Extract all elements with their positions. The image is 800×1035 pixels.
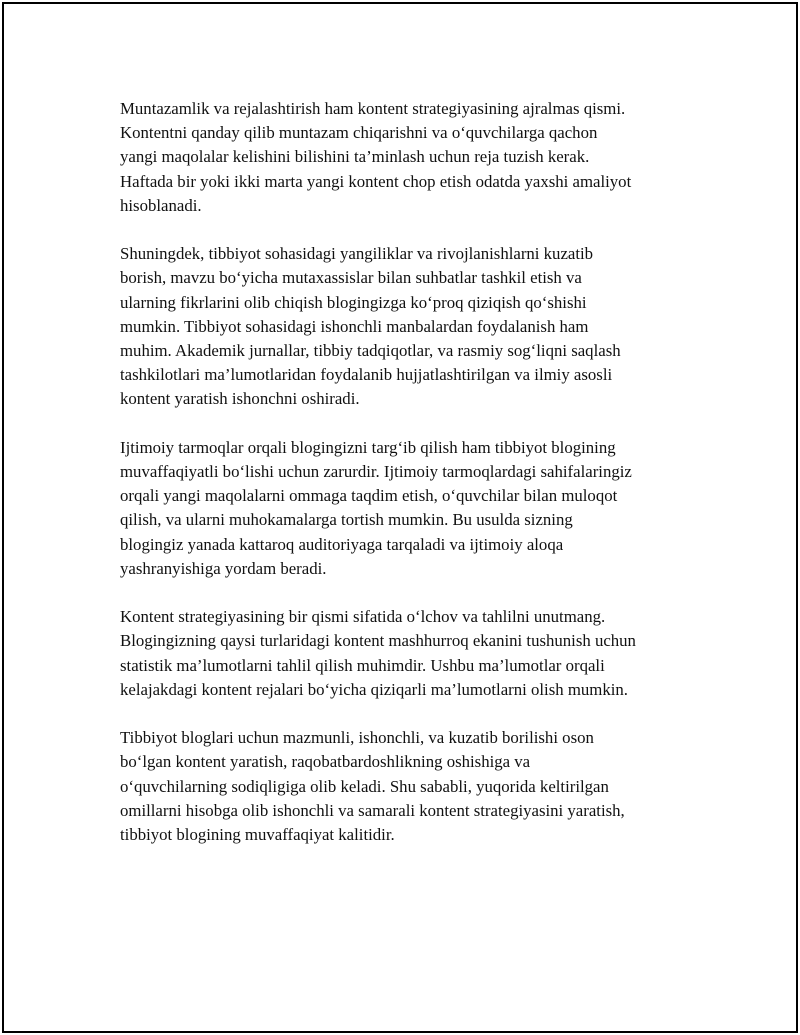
page-frame: [2, 2, 798, 1033]
text-line: omillarni hisobga olib ishonchli va samarali kontent strategiyasini yaratish,: [120, 800, 625, 820]
text-line: blogingiz yanada kattaroq auditoriyaga tarqaladi va ijtimoiy aloqa: [120, 534, 564, 554]
text-line: hisoblanadi.: [120, 195, 202, 215]
paragraph: [120, 242, 690, 411]
text-line: qilish, va ularni muhokamalarga tortish mumkin. Bu usulda sizning: [120, 510, 573, 530]
text-line: Ijtimoiy tarmoqlar orqali blogingizni targʻib qilish ham tibbiyot blogining: [120, 437, 616, 457]
text-line: oʻquvchilarning sodiqligiga olib keladi. Shu sababli, yuqorida keltirilgan: [120, 776, 609, 796]
text-line: yangi maqolalar kelishini bilishini ta’minlash uchun reja tuzish kerak.: [120, 147, 590, 167]
text-line: yashranyishiga yordam beradi.: [120, 558, 327, 578]
paragraph: [120, 605, 690, 702]
text-line: Haftada bir yoki ikki marta yangi kontent chop etish odatda yaxshi amaliyot: [120, 171, 632, 191]
text-line: Blogingizning qaysi turlaridagi kontent mashhurroq ekanini tushunish uchun: [120, 631, 636, 651]
text-line: ularning fikrlarini olib chiqish blogingizga koʻproq qiziqish qoʻshishi: [120, 292, 587, 312]
text-line: muvaffaqiyatli boʻlishi uchun zarurdir. Ijtimoiy tarmoqlardagi sahifalaringiz: [120, 462, 632, 482]
text-line: kelajakdagi kontent rejalari boʻyicha qiziqarli ma’lumotlarni olish mumkin.: [120, 679, 628, 699]
text-line: Kontent strategiyasining bir qismi sifatida oʻlchov va tahlilni unutmang.: [120, 607, 606, 627]
text-line: orqali yangi maqolalarni ommaga taqdim etish, oʻquvchilar bilan muloqot: [120, 486, 618, 506]
text-line: tashkilotlari ma’lumotlaridan foydalanib hujjatlashtirilgan va ilmiy asosli: [120, 365, 613, 385]
paragraph: [120, 97, 690, 218]
text-line: Muntazamlik va rejalashtirish ham kontent strategiyasining ajralmas qismi.: [120, 99, 626, 118]
paragraph: [120, 436, 690, 581]
paragraph: [120, 726, 690, 847]
text-line: tibbiyot blogining muvaffaqiyat kalitidir.: [120, 825, 395, 845]
text-line: statistik ma’lumotlarni tahlil qilish muhimdir. Ushbu ma’lumotlar orqali: [120, 655, 605, 675]
text-line: Tibbiyot bloglari uchun mazmunli, ishonchli, va kuzatib borilishi oson: [120, 728, 594, 748]
text-line: mumkin. Tibbiyot sohasidagi ishonchli manbalardan foydalanish ham: [120, 316, 589, 336]
text-line: borish, mavzu boʻyicha mutaxassislar bilan suhbatlar tashkil etish va: [120, 268, 582, 288]
text-line: Kontentni qanday qilib muntazam chiqarishni va oʻquvchilarga qachon: [120, 123, 598, 143]
text-line: muhim. Akademik jurnallar, tibbiy tadqiqotlar, va rasmiy sogʻliqni saqlash: [120, 341, 621, 361]
text-line: Shuningdek, tibbiyot sohasidagi yangiliklar va rivojlanishlarni kuzatib: [120, 244, 594, 264]
text-line: kontent yaratish ishonchni oshiradi.: [120, 389, 360, 409]
text-line: boʻlgan kontent yaratish, raqobatbardoshlikning oshishiga va: [120, 752, 531, 772]
document-body: [120, 97, 690, 847]
